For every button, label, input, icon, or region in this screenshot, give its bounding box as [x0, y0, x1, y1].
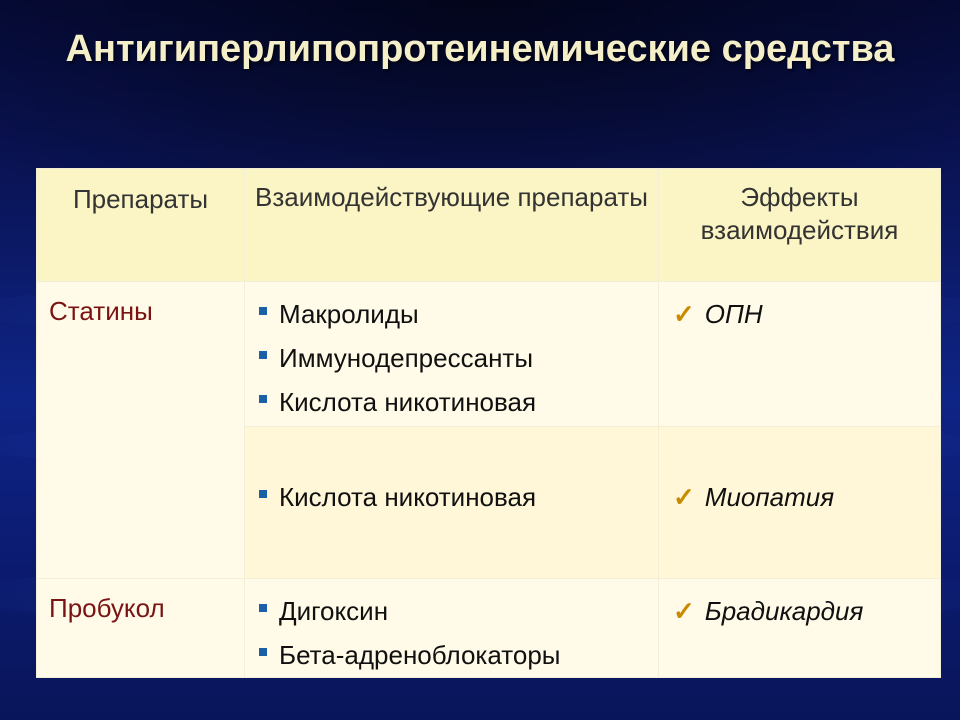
effect-cell — [659, 282, 941, 427]
table-row — [37, 282, 941, 427]
bullet-icon — [259, 351, 267, 359]
effect-cell — [659, 579, 941, 678]
interactions-table — [36, 168, 941, 678]
list-item: Иммунодепрессанты — [255, 336, 658, 380]
checkmark-icon: ✓ — [673, 299, 695, 329]
bullet-icon — [259, 490, 267, 498]
list-item: Кислота никотиновая — [255, 475, 658, 519]
drug-cell: Пробукол — [37, 579, 245, 678]
header-drugs: Препараты — [37, 169, 245, 282]
slide-title: Антигиперлипопротеинемические средства — [65, 28, 895, 70]
effect-text: Миопатия — [704, 482, 835, 512]
effect-cell — [659, 427, 941, 579]
table-row — [37, 579, 941, 678]
checkmark-icon: ✓ — [673, 596, 695, 626]
bullet-icon — [259, 604, 267, 612]
effect-text: ОПН — [704, 299, 763, 329]
bullet-icon — [259, 648, 267, 656]
header-effects: Эффекты взаимодействия — [659, 169, 941, 282]
interacting-cell — [245, 579, 659, 678]
interacting-cell — [245, 282, 659, 427]
interacting-cell — [245, 427, 659, 579]
checkmark-icon: ✓ — [673, 482, 695, 512]
list-item: Кислота никотиновая — [255, 380, 658, 424]
header-interacting: Взаимодействующие препараты — [245, 169, 659, 282]
effect-text: Брадикардия — [704, 596, 864, 626]
list-item: Дигоксин — [255, 589, 658, 633]
list-item: Макролиды — [255, 292, 658, 336]
drug-cell: Статины — [37, 282, 245, 579]
bullet-icon — [259, 395, 267, 403]
bullet-icon — [259, 307, 267, 315]
list-item: Бета-адреноблокаторы — [255, 633, 658, 677]
table-header-row — [37, 169, 941, 282]
